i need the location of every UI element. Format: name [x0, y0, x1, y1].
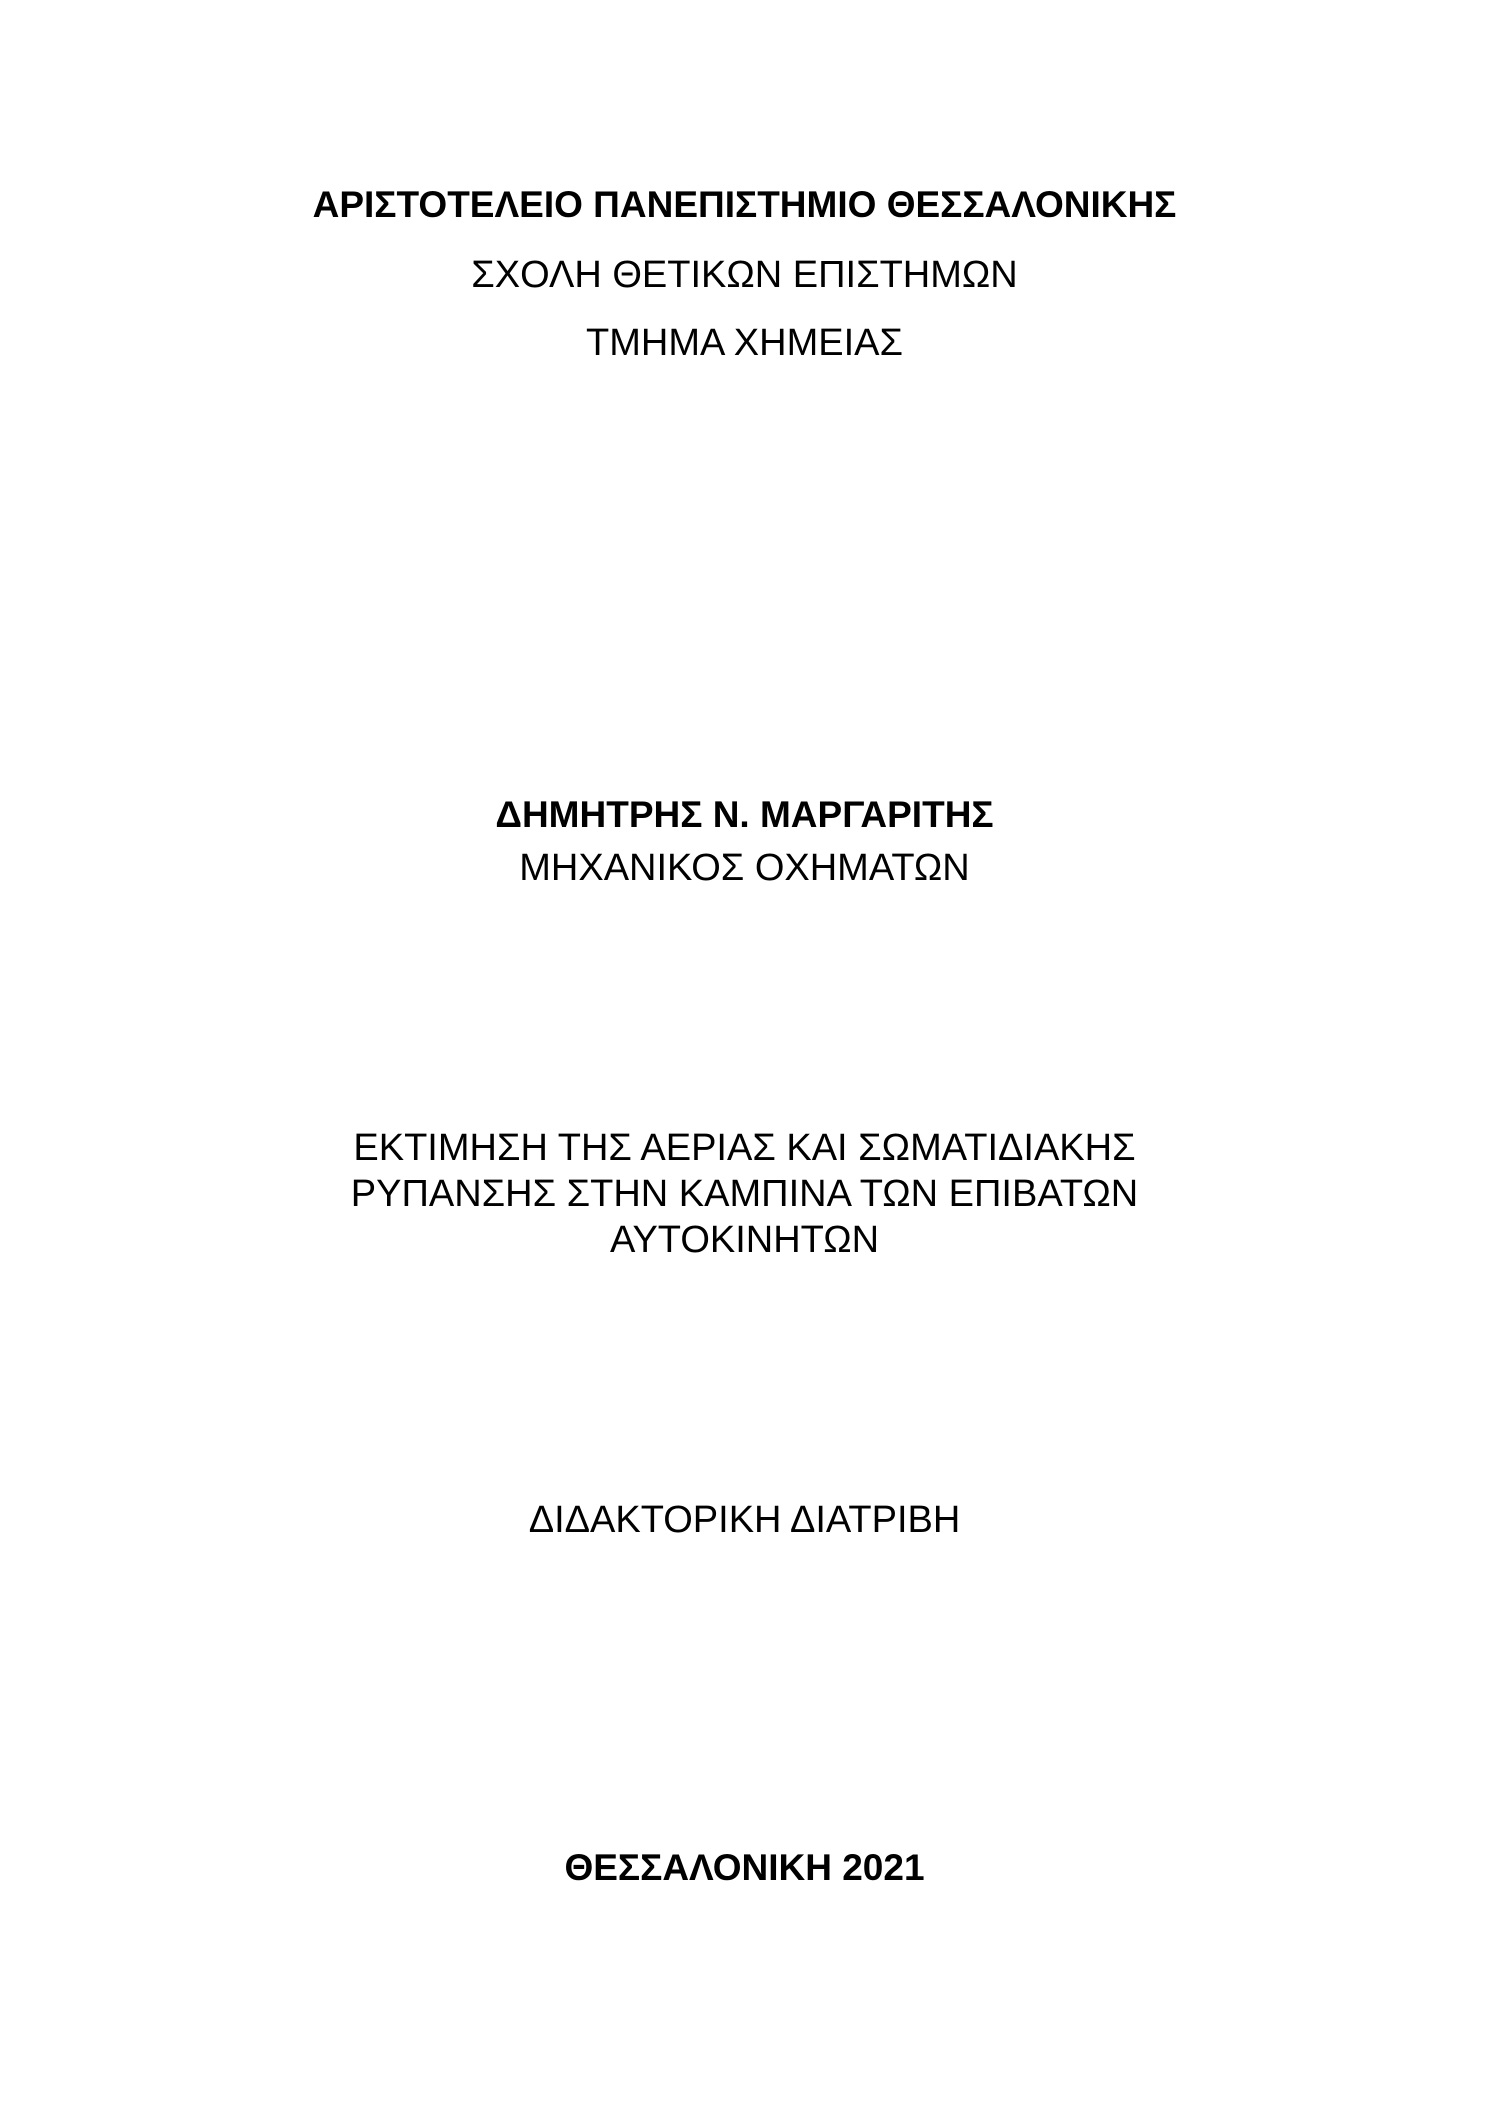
author-name: ΔΗΜΗΤΡΗΣ Ν. ΜΑΡΓΑΡΙΤΗΣ — [495, 794, 994, 835]
university-name: ΑΡΙΣΤΟΤΕΛΕΙΟ ΠΑΝΕΠΙΣΤΗΜΙΟ ΘΕΣΣΑΛΟΝΙΚΗΣ — [312, 184, 1177, 225]
school-name: ΣΧΟΛΗ ΘΕΤΙΚΩΝ ΕΠΙΣΤΗΜΩΝ — [471, 254, 1018, 296]
thesis-title-line: ΡΥΠΑΝΣΗΣ ΣΤΗΝ ΚΑΜΠΙΝΑ ΤΩΝ ΕΠΙΒΑΤΩΝ — [350, 1173, 1139, 1215]
author-profession: ΜΗΧΑΝΙΚΟΣ ΟΧΗΜΑΤΩΝ — [519, 847, 970, 889]
department-name: ΤΜΗΜΑ ΧΗΜΕΙΑΣ — [586, 322, 903, 364]
thesis-type: ΔΙΔΑΚΤΟΡΙΚΗ ΔΙΑΤΡΙΒΗ — [528, 1499, 961, 1541]
thesis-title — [0, 1125, 1489, 1263]
place-year: ΘΕΣΣΑΛΟΝΙΚΗ 2021 — [564, 1847, 925, 1888]
thesis-title-line: ΑΥΤΟΚΙΝΗΤΩΝ — [609, 1219, 880, 1261]
thesis-title-line: ΕΚΤΙΜΗΣΗ ΤΗΣ ΑΕΡΙΑΣ ΚΑΙ ΣΩΜΑΤΙΔΙΑΚΗΣ — [353, 1127, 1136, 1169]
